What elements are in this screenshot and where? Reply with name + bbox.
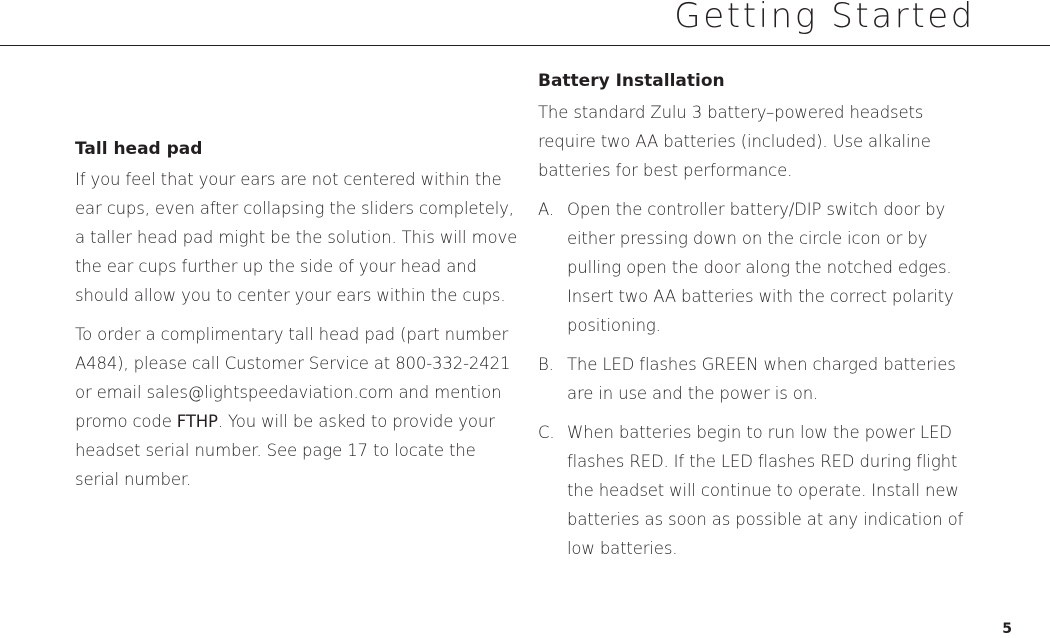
list-marker: A. bbox=[538, 200, 554, 219]
list-item bbox=[538, 195, 978, 340]
list-marker: C. bbox=[538, 423, 555, 442]
list-item bbox=[538, 418, 978, 563]
list-marker: B. bbox=[538, 355, 554, 374]
order-info-paragraph bbox=[75, 320, 520, 494]
right-column bbox=[538, 69, 978, 573]
list-item-text: When batteries begin to run low the power LED flashes RED. If the LED flashes RED during flight the headset will continue to operate. Install new batteries as soon as possible at any indication of low batteries. bbox=[567, 423, 964, 558]
section-heading-battery-installation: Battery Installation bbox=[538, 71, 725, 91]
page-header-title: Getting Started bbox=[674, 0, 975, 36]
list-item-text: Open the controller battery/DIP switch door by either pressing down on the circle icon or by pulling open the door along the notched edges. Insert two AA batteries with the correct polarity positioning. bbox=[567, 200, 954, 335]
header-divider bbox=[0, 45, 1050, 46]
section-heading-tall-head-pad: Tall head pad bbox=[75, 139, 203, 159]
battery-steps-list bbox=[538, 195, 978, 563]
order-info-text-end: . You will be asked to provide your headset serial number. See page 17 to locate the serial number. bbox=[75, 412, 495, 489]
left-column bbox=[75, 137, 520, 494]
list-item-text: The LED flashes GREEN when charged batteries are in use and the power is on. bbox=[567, 355, 956, 403]
battery-intro-paragraph: The standard Zulu 3 battery–powered headsets require two AA batteries (included). Use alkaline batteries for best performance. bbox=[538, 103, 931, 180]
promo-code: FTHP bbox=[176, 412, 218, 431]
page-number: 5 bbox=[1002, 621, 1012, 637]
list-item bbox=[538, 350, 978, 408]
tall-head-pad-paragraph: If you feel that your ears are not centered within the ear cups, even after collapsing the sliders completely, a taller head pad might be the solution. This will move the ear cups further up the side of your head and should allow you to center your ears within the cups. bbox=[75, 170, 518, 305]
order-info-text-start: To order a complimentary tall head pad (part number A484), please call Customer Service at 800-332-2421 or email sales@lightspeedaviation.com and mention promo code bbox=[75, 325, 511, 431]
